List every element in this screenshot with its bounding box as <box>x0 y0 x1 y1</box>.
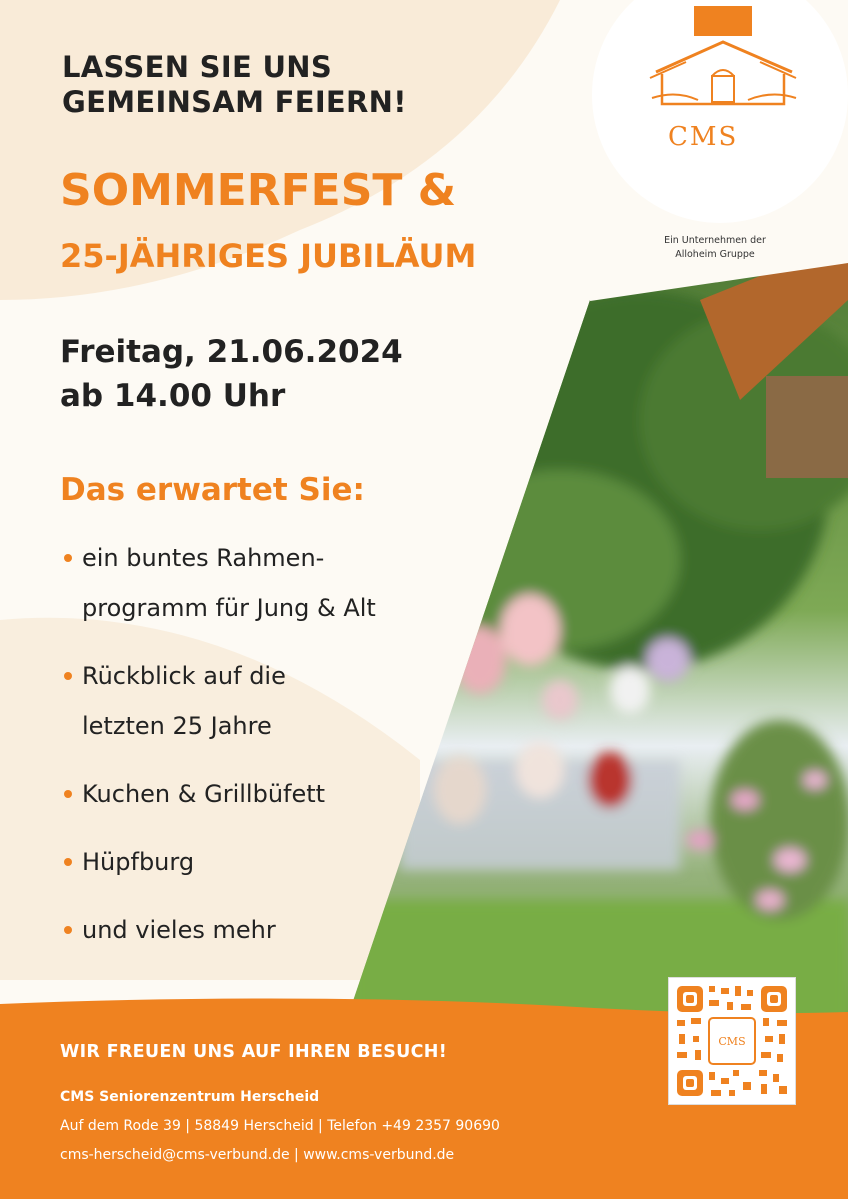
address-line: Auf dem Rode 39 | 58849 Herscheid | Telefon +49 2357 90690 <box>60 1118 500 1134</box>
list-item <box>62 651 442 751</box>
program-heading: Das erwartet Sie: <box>60 472 365 508</box>
intro-line-1: LASSEN SIE UNS <box>62 50 333 84</box>
company-line-1: Ein Unternehmen der <box>664 235 766 246</box>
list-item: und vieles mehr <box>62 905 442 955</box>
list-item-line: Rückblick auf die <box>82 662 286 690</box>
event-datetime <box>60 330 403 418</box>
house-logo-icon <box>646 4 806 124</box>
logo-text: CMS <box>668 122 739 152</box>
qr-label: CMS <box>718 1035 746 1048</box>
event-time: ab 14.00 Uhr <box>60 378 286 414</box>
event-date: Freitag, 21.06.2024 <box>60 334 403 370</box>
intro-heading <box>62 50 407 120</box>
qr-code-icon <box>669 978 795 1104</box>
contact-line: cms-herscheid@cms-verbund.de | www.cms-verbund.de <box>60 1147 455 1163</box>
list-item <box>62 533 442 633</box>
company-tagline <box>640 234 790 262</box>
list-item: Kuchen & Grillbüfett <box>62 769 442 819</box>
program-list <box>62 533 442 955</box>
event-title: SOMMERFEST & <box>60 165 457 216</box>
list-item-line: letzten 25 Jahre <box>82 712 272 740</box>
list-item-line: ein buntes Rahmen- <box>82 544 325 572</box>
qr-code[interactable] <box>668 977 796 1105</box>
list-item: Hüpfburg <box>62 837 442 887</box>
company-line-2: Alloheim Gruppe <box>675 249 755 260</box>
intro-line-2: GEMEINSAM FEIERN! <box>62 85 407 119</box>
event-subtitle: 25-JÄHRIGES JUBILÄUM <box>60 237 477 275</box>
organization-name: CMS Seniorenzentrum Herscheid <box>60 1089 320 1105</box>
footer-headline: WIR FREUEN UNS AUF IHREN BESUCH! <box>60 1042 447 1062</box>
list-item-line: programm für Jung & Alt <box>82 594 376 622</box>
